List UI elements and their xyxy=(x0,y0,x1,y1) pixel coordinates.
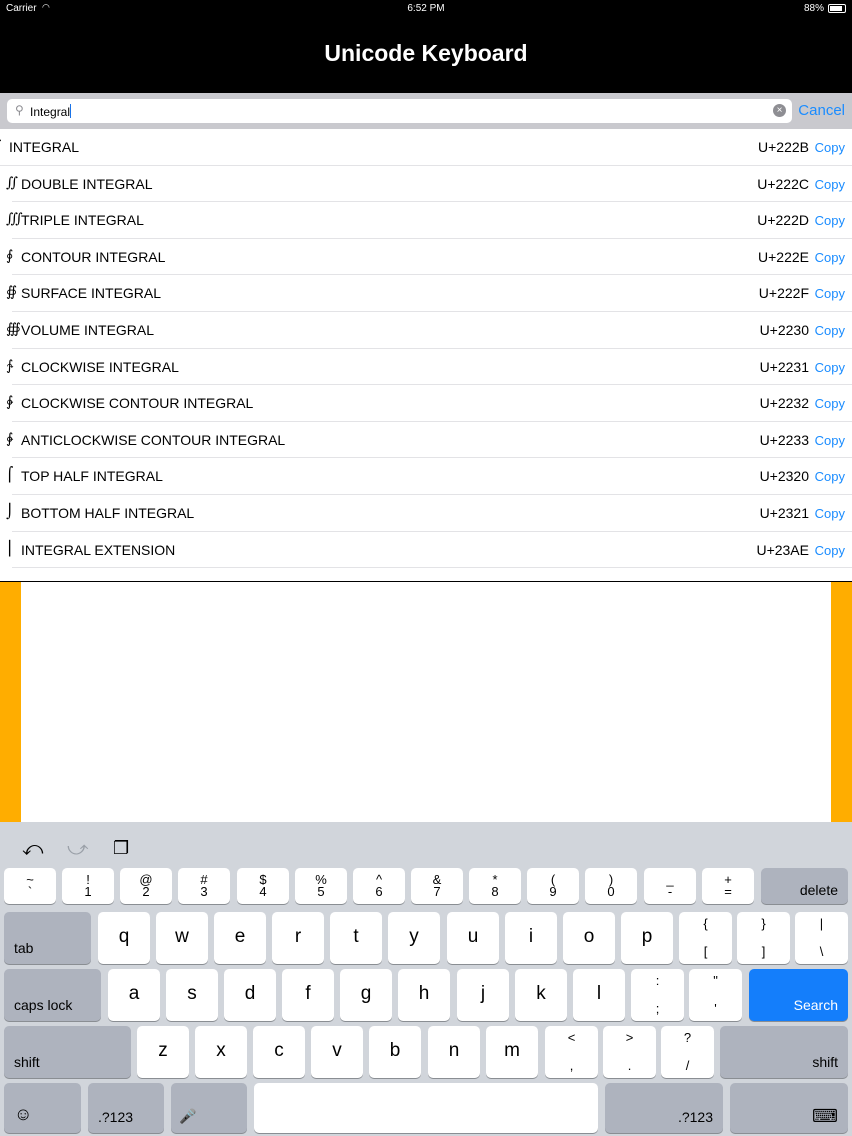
key-lower-label: 6 xyxy=(375,884,383,899)
key-symbol[interactable] xyxy=(545,1026,598,1078)
key-upper-label: : xyxy=(655,973,660,988)
keyboard xyxy=(0,822,852,1136)
key-m[interactable] xyxy=(486,1026,538,1078)
character-name: TRIPLE INTEGRAL xyxy=(21,212,144,229)
copy-button[interactable]: Copy xyxy=(814,469,845,485)
key-label: j xyxy=(480,983,486,1004)
unicode-glyph: ⎮ xyxy=(6,540,14,557)
numbers-left-key[interactable] xyxy=(88,1083,164,1133)
battery-percent: 88% xyxy=(803,3,824,14)
key-lower-label: 4 xyxy=(259,884,267,899)
key-upper-label: $ xyxy=(259,872,267,887)
code-point: U+222B xyxy=(758,139,809,155)
key-r[interactable] xyxy=(272,912,324,964)
key-label: g xyxy=(360,983,372,1004)
copy-button[interactable]: Copy xyxy=(814,249,845,265)
key-symbol[interactable] xyxy=(679,912,732,964)
key-upper-label: % xyxy=(315,872,327,887)
key-symbol[interactable] xyxy=(737,912,790,964)
key-label: q xyxy=(118,926,130,947)
key-label: i xyxy=(528,926,534,947)
space-bar[interactable] xyxy=(254,1083,598,1133)
character-name: CLOCKWISE INTEGRAL xyxy=(21,358,179,375)
list-item[interactable] xyxy=(6,312,852,349)
key-b[interactable] xyxy=(369,1026,421,1078)
character-name: BOTTOM HALF INTEGRAL xyxy=(21,504,195,521)
key-lower-label: ] xyxy=(761,944,766,959)
copy-button[interactable]: Copy xyxy=(814,322,845,338)
key-label: a xyxy=(128,983,140,1004)
key-upper-label: " xyxy=(713,973,718,988)
key-symbol[interactable] xyxy=(603,1026,656,1078)
code-point: U+2232 xyxy=(759,395,809,412)
code-point: U+2233 xyxy=(759,431,809,448)
code-point: U+222D xyxy=(757,212,809,229)
key-c[interactable] xyxy=(253,1026,305,1078)
key-i[interactable] xyxy=(505,912,557,964)
unicode-glyph: ∲ xyxy=(6,394,14,411)
character-name: VOLUME INTEGRAL xyxy=(21,321,155,338)
key-symbol[interactable] xyxy=(120,868,172,904)
tab-key[interactable] xyxy=(4,912,91,964)
key-e[interactable] xyxy=(214,912,266,964)
key-upper-label: @ xyxy=(139,872,153,887)
key-l[interactable] xyxy=(573,969,625,1021)
list-item[interactable] xyxy=(6,275,852,312)
key-label: x xyxy=(216,1040,226,1061)
key-lower-label: 0 xyxy=(607,884,615,899)
key-lower-label: 7 xyxy=(433,884,441,899)
key-label: .?123 xyxy=(677,1109,713,1125)
key-u[interactable] xyxy=(447,912,499,964)
key-t[interactable] xyxy=(330,912,382,964)
key-upper-label: < xyxy=(567,1030,576,1045)
character-name: ANTICLOCKWISE CONTOUR INTEGRAL xyxy=(21,431,286,448)
key-label: k xyxy=(536,983,546,1004)
key-z[interactable] xyxy=(137,1026,189,1078)
key-label: shift xyxy=(14,1054,40,1070)
key-label: o xyxy=(583,926,595,947)
paste-icon[interactable]: ❐ xyxy=(113,838,130,858)
key-symbol[interactable] xyxy=(631,969,684,1021)
key-k[interactable] xyxy=(515,969,567,1021)
key-j[interactable] xyxy=(457,969,509,1021)
status-bar xyxy=(0,0,852,18)
search-icon: ⚲ xyxy=(15,103,24,117)
unicode-glyph: ∮ xyxy=(6,247,14,264)
key-symbol[interactable] xyxy=(527,868,579,904)
undo-icon[interactable]: ⤺ xyxy=(22,838,44,860)
key-label: caps lock xyxy=(14,997,73,1013)
copy-button[interactable]: Copy xyxy=(814,213,845,229)
key-f[interactable] xyxy=(282,969,334,1021)
key-x[interactable] xyxy=(195,1026,247,1078)
key-v[interactable] xyxy=(311,1026,363,1078)
list-item[interactable] xyxy=(6,166,852,203)
battery-icon xyxy=(828,4,846,13)
key-lower-label: , xyxy=(569,1058,574,1073)
key-q[interactable] xyxy=(98,912,150,964)
key-symbol[interactable] xyxy=(644,868,696,904)
key-label: w xyxy=(175,926,189,947)
key-label: u xyxy=(467,926,479,947)
key-upper-label: ^ xyxy=(375,872,383,887)
key-symbol[interactable] xyxy=(178,868,230,904)
key-symbol[interactable] xyxy=(469,868,521,904)
list-item[interactable] xyxy=(0,129,852,166)
unicode-glyph xyxy=(0,138,1,154)
key-upper-label: & xyxy=(432,872,442,887)
key-label: z xyxy=(158,1040,168,1061)
unicode-glyph: ∰ xyxy=(6,320,21,337)
copy-button[interactable]: Copy xyxy=(814,432,845,448)
key-lower-label: - xyxy=(667,884,673,899)
key-label: v xyxy=(332,1040,342,1061)
redo-icon[interactable]: ⤻ xyxy=(67,838,89,860)
key-upper-label: + xyxy=(724,872,732,887)
key-upper-label: _ xyxy=(666,872,674,887)
wifi-icon: ◠ xyxy=(42,2,50,12)
key-label: Search xyxy=(793,997,838,1013)
key-symbol[interactable] xyxy=(4,868,56,904)
key-upper-label: ? xyxy=(683,1030,692,1045)
key-label: shift xyxy=(812,1054,838,1070)
key-label: c xyxy=(274,1040,284,1061)
search-key[interactable] xyxy=(749,969,848,1021)
key-label: n xyxy=(448,1040,460,1061)
key-symbol[interactable] xyxy=(585,868,637,904)
character-name: INTEGRAL xyxy=(9,139,80,155)
key-label: s xyxy=(187,983,197,1004)
cancel-button[interactable]: Cancel xyxy=(798,102,845,119)
key-lower-label: . xyxy=(627,1058,632,1073)
key-label: l xyxy=(596,983,602,1004)
code-point: U+23AE xyxy=(756,541,809,558)
key-g[interactable] xyxy=(340,969,392,1021)
key-y[interactable] xyxy=(388,912,440,964)
unicode-glyph: ∬ xyxy=(6,174,18,191)
key-label: .?123 xyxy=(98,1109,134,1125)
numbers-right-key[interactable] xyxy=(605,1083,723,1133)
key-symbol[interactable] xyxy=(237,868,289,904)
unicode-glyph: ⌠ xyxy=(6,467,14,484)
content-area[interactable] xyxy=(21,582,831,822)
list-item[interactable] xyxy=(6,458,852,495)
search-bar xyxy=(0,93,852,129)
key-lower-label: 5 xyxy=(317,884,325,899)
clear-icon[interactable]: × xyxy=(773,104,786,117)
key-label: b xyxy=(389,1040,401,1061)
key-symbol[interactable] xyxy=(411,868,463,904)
unicode-glyph: ∯ xyxy=(6,284,18,301)
key-label: 🎤 xyxy=(179,1108,197,1124)
unicode-glyph: ∱ xyxy=(6,357,14,374)
key-upper-label: ! xyxy=(86,872,90,887)
key-label: delete xyxy=(799,882,838,898)
key-lower-label: = xyxy=(724,884,732,899)
key-lower-label: 8 xyxy=(491,884,499,899)
copy-button[interactable]: Copy xyxy=(814,140,845,155)
key-label: tab xyxy=(14,940,34,956)
key-lower-label: ; xyxy=(655,1001,660,1016)
character-name: CONTOUR INTEGRAL xyxy=(21,248,166,265)
code-point: U+2230 xyxy=(759,321,809,338)
key-lower-label: ' xyxy=(714,1001,717,1016)
status-time: 6:52 PM xyxy=(407,3,445,14)
key-upper-label: ~ xyxy=(26,872,34,887)
list-item[interactable] xyxy=(6,385,852,422)
copy-button[interactable]: Copy xyxy=(814,505,845,521)
list-item[interactable] xyxy=(6,239,852,276)
copy-button[interactable]: Copy xyxy=(814,396,845,412)
delete-key[interactable] xyxy=(761,868,848,904)
key-symbol[interactable] xyxy=(795,912,848,964)
code-point: U+2320 xyxy=(759,468,809,485)
key-label: ☺ xyxy=(14,1104,33,1124)
key-s[interactable] xyxy=(166,969,218,1021)
character-name: TOP HALF INTEGRAL xyxy=(21,468,163,485)
character-name: INTEGRAL EXTENSION xyxy=(21,541,176,558)
character-name: DOUBLE INTEGRAL xyxy=(21,175,153,192)
key-label: r xyxy=(294,926,302,947)
key-label: m xyxy=(504,1040,520,1061)
key-upper-label: ( xyxy=(550,872,556,887)
text-cursor xyxy=(70,104,71,118)
key-d[interactable] xyxy=(224,969,276,1021)
key-upper-label: } xyxy=(761,916,766,931)
list-item[interactable] xyxy=(6,349,852,386)
key-lower-label: [ xyxy=(703,944,708,959)
code-point: U+2231 xyxy=(759,358,809,375)
key-h[interactable] xyxy=(398,969,450,1021)
key-symbol[interactable] xyxy=(702,868,754,904)
key-symbol[interactable] xyxy=(295,868,347,904)
key-a[interactable] xyxy=(108,969,160,1021)
search-input[interactable] xyxy=(7,99,792,123)
key-symbol[interactable] xyxy=(62,868,114,904)
key-lower-label: 1 xyxy=(84,884,92,899)
key-symbol[interactable] xyxy=(661,1026,714,1078)
caps-lock-key[interactable] xyxy=(4,969,101,1021)
code-point: U+2321 xyxy=(759,504,809,521)
unicode-glyph: ∳ xyxy=(6,430,14,447)
list-item[interactable] xyxy=(6,202,852,239)
key-o[interactable] xyxy=(563,912,615,964)
carrier-label: Carrier xyxy=(6,3,37,14)
key-label: d xyxy=(244,983,256,1004)
code-point: U+222F xyxy=(758,285,809,302)
hide-keyboard-key[interactable] xyxy=(730,1083,848,1133)
key-w[interactable] xyxy=(156,912,208,964)
copy-button[interactable]: Copy xyxy=(814,542,845,558)
key-upper-label: ) xyxy=(608,872,614,887)
character-name: SURFACE INTEGRAL xyxy=(21,285,162,302)
key-symbol[interactable] xyxy=(689,969,742,1021)
key-lower-label: 9 xyxy=(549,884,557,899)
shift-left-key[interactable] xyxy=(4,1026,131,1078)
search-value: Integral xyxy=(30,105,71,119)
key-lower-label: / xyxy=(685,1058,690,1073)
key-label: p xyxy=(641,926,653,947)
code-point: U+222C xyxy=(757,175,809,192)
key-upper-label: { xyxy=(703,916,708,931)
key-upper-label: * xyxy=(492,872,498,887)
key-lower-label: 3 xyxy=(200,884,208,899)
key-upper-label: > xyxy=(625,1030,634,1045)
emoji-key[interactable] xyxy=(4,1083,81,1133)
list-item[interactable] xyxy=(6,532,852,569)
key-label: e xyxy=(234,926,246,947)
key-label: h xyxy=(418,983,430,1004)
key-label: f xyxy=(305,983,311,1004)
shift-right-key[interactable] xyxy=(720,1026,848,1078)
key-label: t xyxy=(353,926,359,947)
copy-button[interactable]: Copy xyxy=(814,176,845,192)
copy-button[interactable]: Copy xyxy=(814,359,845,375)
list-item[interactable] xyxy=(6,422,852,459)
unicode-glyph: ⌡ xyxy=(6,503,14,520)
code-point: U+222E xyxy=(758,248,809,265)
key-label: ⌨ xyxy=(812,1106,838,1126)
key-symbol[interactable] xyxy=(353,868,405,904)
key-lower-label: ` xyxy=(27,884,33,899)
key-p[interactable] xyxy=(621,912,673,964)
list-item[interactable] xyxy=(6,495,852,532)
copy-button[interactable]: Copy xyxy=(814,286,845,302)
key-upper-label: # xyxy=(200,872,208,887)
key-upper-label: | xyxy=(819,916,824,931)
page-title: Unicode Keyboard xyxy=(324,40,528,66)
results-list[interactable] xyxy=(0,129,852,581)
key-lower-label: \ xyxy=(819,944,824,959)
key-label: y xyxy=(409,926,419,947)
unicode-glyph: ∭ xyxy=(6,211,23,228)
navigation-bar xyxy=(0,18,852,93)
character-name: CLOCKWISE CONTOUR INTEGRAL xyxy=(21,395,254,412)
key-lower-label: 2 xyxy=(142,884,150,899)
key-n[interactable] xyxy=(428,1026,480,1078)
dictation-key[interactable] xyxy=(171,1083,247,1133)
